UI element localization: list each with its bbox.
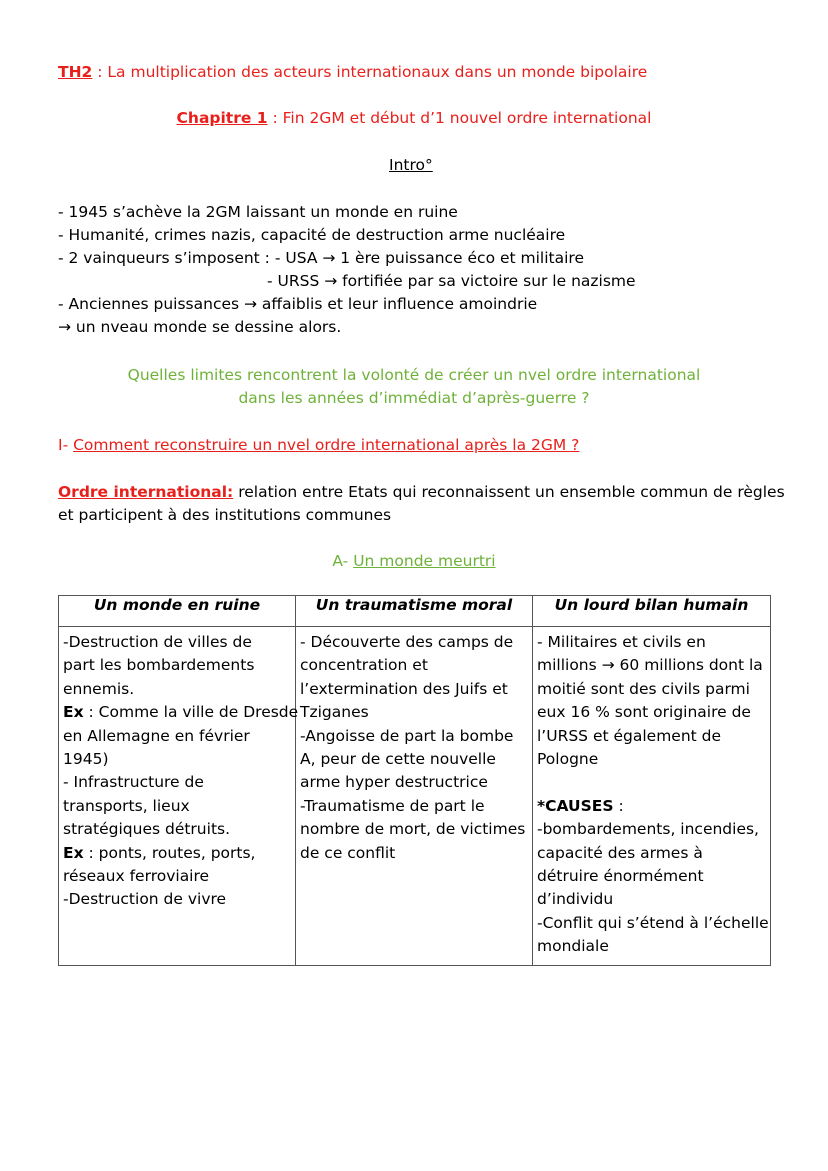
cell-line: capacité des armes à [537, 843, 703, 862]
cell-line: l’extermination des Juifs et [300, 679, 508, 698]
subsection-heading [0, 551, 828, 571]
cell-line: -Traumatisme de part le [300, 796, 485, 815]
cell-line: de ce conflit [300, 843, 396, 862]
cell-line: -bombardements, incendies, [537, 820, 759, 839]
definition-text-continued: et participent à des institutions communes [58, 506, 392, 524]
chapter-title: : Fin 2GM et début d’1 nouvel ordre international [267, 109, 652, 127]
problematic-line: dans les années d’immédiat d’après-guerre ? [238, 389, 590, 407]
table-header-cell: Un traumatisme moral [296, 596, 533, 627]
section-prefix: I- [58, 436, 74, 454]
table-header-cell: Un monde en ruine [59, 596, 296, 627]
subsection-title: Un monde meurtri [353, 552, 496, 570]
cell-line: - Découverte des camps de [300, 633, 514, 651]
consequences-table [58, 595, 771, 966]
cell-line: Pologne [537, 750, 599, 769]
cell-line: - Infrastructure de [63, 773, 204, 792]
cell-line: -Destruction de vivre [63, 890, 227, 909]
intro-line: - 2 vainqueurs s’imposent : - USA → 1 ère puissance éco et militaire [58, 249, 584, 267]
section-heading [58, 435, 579, 455]
intro-line: - 1945 s’achève la 2GM laissant un monde en ruine [58, 203, 458, 221]
example-text: : ponts, routes, ports, [83, 843, 256, 862]
cell-line: millions → 60 millions dont la [537, 656, 763, 675]
intro-line: → un nveau monde se dessine alors. [58, 318, 342, 336]
cell-line: A, peur de cette nouvelle [300, 750, 496, 769]
cell-line: arme hyper destructrice [300, 773, 488, 792]
causes-heading [537, 795, 766, 818]
causes-label: *CAUSES [537, 796, 614, 815]
intro-line: - Humanité, crimes nazis, capacité de destruction arme nucléaire [58, 226, 566, 244]
example-text: : Comme la ville de Dresde [83, 703, 299, 722]
blank-line [537, 771, 766, 794]
cell-line: moitié sont des civils parmi [537, 679, 750, 698]
theme-heading [58, 62, 647, 82]
cell-line: eux 16 % sont originaire de [537, 703, 751, 722]
cell-line: l’URSS et également de [537, 726, 722, 745]
table-header-cell: Un lourd bilan humain [533, 596, 771, 627]
cell-line: d’individu [537, 890, 614, 909]
cell-line: mondiale [537, 937, 609, 956]
intro-line: - Anciennes puissances → affaiblis et leur influence amoindrie [58, 295, 538, 313]
cell-line: stratégiques détruits. [63, 820, 231, 839]
problematic-line: Quelles limites rencontrent la volonté de créer un nvel ordre international [127, 366, 701, 384]
theme-label: TH2 [58, 63, 93, 81]
definition [58, 482, 785, 502]
subsection-prefix: A- [332, 552, 354, 570]
definition-term: Ordre international: [58, 483, 234, 501]
cell-line: Tziganes [300, 703, 369, 722]
table-cell-trauma [296, 627, 533, 966]
definition-text: relation entre Etats qui reconnaissent un ensemble commun de règles [233, 483, 785, 501]
cell-line: ennemis. [63, 679, 135, 698]
table-cell-ruin [59, 627, 299, 966]
cell-line: - Militaires et civils en [537, 633, 706, 651]
chapter-heading [0, 108, 828, 128]
causes-colon: : [613, 796, 624, 815]
cell-line: -Destruction de villes de [63, 633, 252, 651]
cell-line: -Conflit qui s’étend à l’échelle [537, 913, 769, 932]
intro-line: - URSS → fortifiée par sa victoire sur le nazisme [267, 272, 636, 290]
example-label: Ex [63, 843, 84, 862]
cell-line: concentration et [300, 656, 428, 675]
table-header-row [59, 596, 771, 627]
section-title: Comment reconstruire un nvel ordre international après la 2GM ? [73, 436, 580, 454]
table-row [59, 627, 771, 966]
chapter-label: Chapitre 1 [176, 109, 268, 127]
cell-line: 1945) [63, 750, 109, 769]
cell-line: détruire énormément [537, 867, 704, 886]
cell-line: -Angoisse de part la bombe [300, 726, 514, 745]
cell-line-example [63, 842, 291, 865]
cell-line: en Allemagne en février [63, 726, 250, 745]
cell-line: nombre de mort, de victimes [300, 820, 526, 839]
table-cell-human-toll [533, 627, 771, 966]
cell-line-example [63, 701, 299, 724]
example-label: Ex [63, 703, 84, 722]
cell-line: part les bombardements [63, 656, 255, 675]
intro-heading-text: Intro° [389, 156, 433, 174]
theme-title: : La multiplication des acteurs internationaux dans un monde bipolaire [92, 63, 648, 81]
cell-line: réseaux ferroviaire [63, 867, 210, 886]
cell-line: transports, lieux [63, 796, 190, 815]
intro-heading [389, 155, 433, 175]
